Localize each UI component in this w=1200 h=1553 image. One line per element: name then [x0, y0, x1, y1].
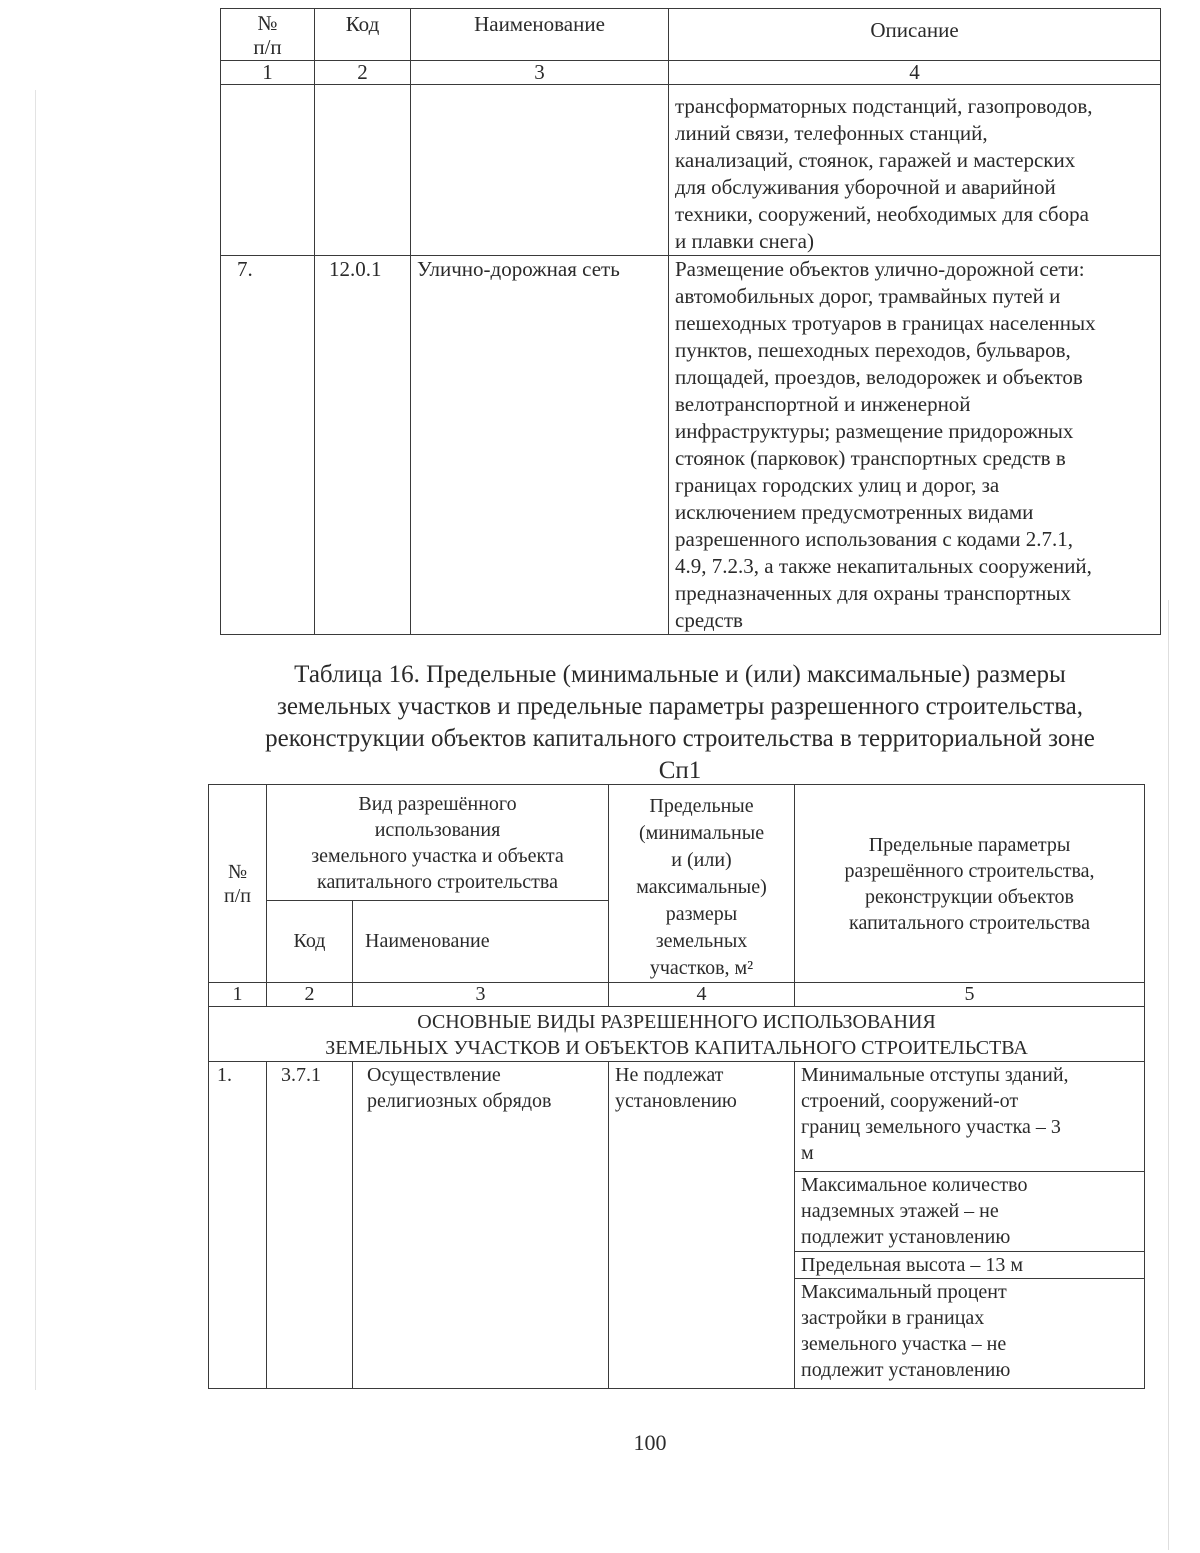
table-row — [221, 85, 1161, 256]
header-code: Код — [267, 900, 353, 983]
scan-edge-mark-right — [1168, 600, 1169, 1550]
param-height: Предельная высота – 13 м — [795, 1252, 1145, 1279]
row-code: 12.0.1 — [315, 256, 411, 635]
row-code — [315, 85, 411, 256]
header-no: № п/п — [221, 9, 315, 61]
col-number: 3 — [411, 61, 669, 85]
header-code: Код — [315, 9, 411, 61]
row-no: 1. — [209, 1062, 267, 1389]
param-floors: Максимальное количество надземных этажей – не подлежит установлению — [795, 1172, 1145, 1252]
scan-edge-mark-left — [35, 90, 36, 1390]
table-row — [209, 1062, 1145, 1172]
col-number: 2 — [267, 983, 353, 1007]
row-description: трансформаторных подстанций, газопроводов, линий связи, телефонных станций, канализаций, стоянок, гаражей и мастерских для обслуживания уборочной и аварийной техники, сооружений, необходимых для сбора и плавки снега) — [669, 85, 1161, 256]
col-number: 3 — [353, 983, 609, 1007]
row-code: 3.7.1 — [267, 1062, 353, 1389]
col-number: 5 — [795, 983, 1145, 1007]
param-coverage: Максимальный процент застройки в границах земельного участка – не подлежит установлению — [795, 1279, 1145, 1389]
header-size: Предельные (минимальные и (или) максимальные) размеры земельных участков, м² — [609, 785, 795, 983]
row-name: Улично-дорожная сеть — [411, 256, 669, 635]
page-number: 100 — [633, 1430, 667, 1455]
col-number: 1 — [209, 983, 267, 1007]
table-row — [221, 256, 1161, 635]
row-size: Не подлежат установлению — [609, 1062, 795, 1389]
param-setbacks: Минимальные отступы зданий, строений, сооружений-от границ земельного участка – 3 м — [795, 1062, 1145, 1172]
row-description: Размещение объектов улично-дорожной сети: автомобильных дорог, трамвайных путей и пешеходных тротуаров в границах населенных пунктов, пешеходных переходов, бульваров, площадей, проездов, велодорожек и объектов велотранспортной и инженерной инфраструктуры; размещение придорожных стоянок (парковок) транспортных средств в границах городских улиц и дорог, за исключением предусмотренных видами разрешенного использования с кодами 2.7.1, 4.9, 7.2.3, а также некапитальных сооружений, предназначенных для охраны транспортных средств — [669, 256, 1161, 635]
col-number: 4 — [609, 983, 795, 1007]
table-caption: Таблица 16. Предельные (минимальные и (или) максимальные) размеры земельных участков и предельные параметры разрешенного строительства, реконструкции объектов капитального строительства в территориальной зоне Сп1 — [265, 661, 1095, 784]
row-no: 7. — [221, 256, 315, 635]
header-name: Наименование — [411, 9, 669, 61]
row-name — [411, 85, 669, 256]
col-number: 2 — [315, 61, 411, 85]
header-name: Наименование — [353, 900, 609, 983]
header-no: № п/п — [209, 785, 267, 983]
section-title: ОСНОВНЫЕ ВИДЫ РАЗРЕШЕННОГО ИСПОЛЬЗОВАНИЯ ЗЕМЕЛЬНЫХ УЧАСТКОВ И ОБЪЕКТОВ КАПИТАЛЬНОГО СТРОИТЕЛЬСТВА — [209, 1007, 1145, 1062]
col-number: 4 — [669, 61, 1161, 85]
table-top — [220, 8, 1161, 635]
header-description: Описание — [669, 9, 1161, 61]
row-no — [221, 85, 315, 256]
col-number: 1 — [221, 61, 315, 85]
header-params: Предельные параметры разрешённого строительства, реконструкции объектов капитального строительства — [795, 785, 1145, 983]
row-name: Осуществление религиозных обрядов — [353, 1062, 609, 1389]
table-16 — [208, 784, 1145, 1389]
header-vid: Вид разрешённого использования земельного участка и объекта капитального строительства — [267, 785, 609, 901]
